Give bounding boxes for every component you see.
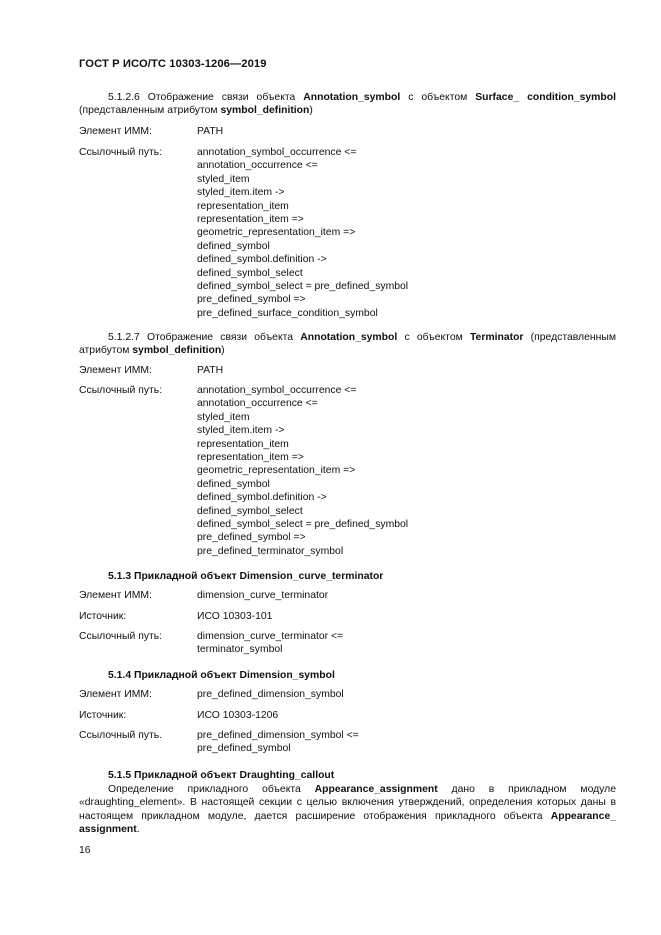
para-text: Определение прикладного объекта [108,784,315,795]
para-text: (представленным атрибутом [79,105,221,117]
element-value: dimension_curve_terminator [197,590,329,601]
reference-path [197,630,343,657]
path-line: styled_item.item -> [197,425,285,437]
source-value: ИСО 10303-1206 [197,710,279,721]
path-line: defined_symbol.definition -> [197,254,327,266]
para-text: (представленным атрибутом [79,332,616,357]
path-line: geometric_representation_item => [197,465,356,477]
path-line: defined_symbol_select = pre_defined_symbol [197,280,409,292]
path-line: annotation_occurrence <= [197,398,318,410]
para-text: с объектом [397,332,470,343]
entity-name: Appearance_ assignment [79,810,616,836]
paragraph-5-1-2-7 [79,331,616,358]
path-label: Ссылочный путь: [79,385,163,396]
path-line: dimension_curve_terminator <= [197,631,344,642]
path-line: representation_item => [197,451,304,463]
path-line: terminator_symbol [197,644,283,656]
page-number: 16 [79,845,91,856]
entity-name: Annotation_symbol [300,332,398,343]
reference-path [197,384,408,558]
element-label: Элемент ИММ: [79,590,152,601]
para-text: 5.1.2.6 Отображение связи объекта [108,92,304,103]
para-text: . [136,824,140,836]
para-text: 5.1.2.7 Отображение связи объекта [108,332,301,343]
para-text: дано в прикладном модуле «draughting_element». В настоящей секции с целью включения утверждений, определения которых даны в настоящем прикладном модуле, дается расширение отображения прикладного объекта [79,784,616,822]
path-line: defined_symbol [197,240,270,252]
para-text: с объектом [400,92,476,103]
source-label: Источник: [79,710,127,721]
path-line: geometric_representation_item => [197,227,356,239]
entity-name: Appearance_assignment [314,784,438,795]
paragraph-5-1-5 [79,783,616,837]
attribute-name: symbol_definition [220,105,310,117]
path-line: defined_symbol_select = pre_defined_symbol [197,518,409,530]
path-line: defined_symbol_select [197,505,303,517]
path-line: pre_defined_surface_condition_symbol [197,307,378,319]
entity-name: Surface_ condition_symbol [475,92,617,103]
reference-path [197,146,408,320]
para-text: ) [309,105,313,117]
path-line: pre_defined_symbol => [197,532,306,544]
entity-name: Annotation_symbol [303,92,401,103]
path-line: annotation_symbol_occurrence <= [197,385,357,396]
path-line: annotation_symbol_occurrence <= [197,147,357,158]
path-line: pre_defined_dimension_symbol <= [197,730,359,741]
source-label: Источник: [79,611,127,622]
section-heading-5-1-4: 5.1.4 Прикладной объект Dimension_symbol [108,670,335,681]
path-line: defined_symbol [197,478,270,490]
element-label: Элемент ИММ: [79,126,152,137]
path-line: defined_symbol_select [197,267,303,279]
path-line: styled_item.item -> [197,187,285,199]
path-line: pre_defined_symbol [197,743,291,755]
section-heading-5-1-5: 5.1.5 Прикладной объект Draughting_callout [108,770,335,781]
path-line: styled_item [197,411,250,423]
standard-header: ГОСТ Р ИСО/ТС 10303-1206—2019 [79,58,267,70]
path-label: Ссылочный путь: [79,631,163,642]
path-line: annotation_occurrence <= [197,160,318,172]
path-label: Ссылочный путь: [79,147,163,158]
section-heading-5-1-3: 5.1.3 Прикладной объект Dimension_curve_terminator [108,571,384,582]
path-line: pre_defined_symbol => [197,294,306,306]
element-label: Элемент ИММ: [79,689,152,700]
source-value: ИСО 10303-101 [197,611,273,622]
element-value: PATH [197,126,224,137]
path-label: Ссылочный путь. [79,730,163,741]
path-line: pre_defined_terminator_symbol [197,545,344,557]
para-text: ) [221,345,225,357]
element-value: pre_defined_dimension_symbol [197,689,344,700]
path-line: styled_item [197,173,250,185]
element-value: PATH [197,365,224,376]
element-label: Элемент ИММ: [79,365,152,376]
path-line: representation_item [197,438,289,450]
path-line: representation_item => [197,213,304,225]
reference-path [197,729,359,756]
path-line: defined_symbol.definition -> [197,492,327,504]
entity-name: Terminator [469,332,524,343]
attribute-name: symbol_definition [132,345,222,357]
paragraph-5-1-2-6 [79,91,616,118]
path-line: representation_item [197,200,289,212]
